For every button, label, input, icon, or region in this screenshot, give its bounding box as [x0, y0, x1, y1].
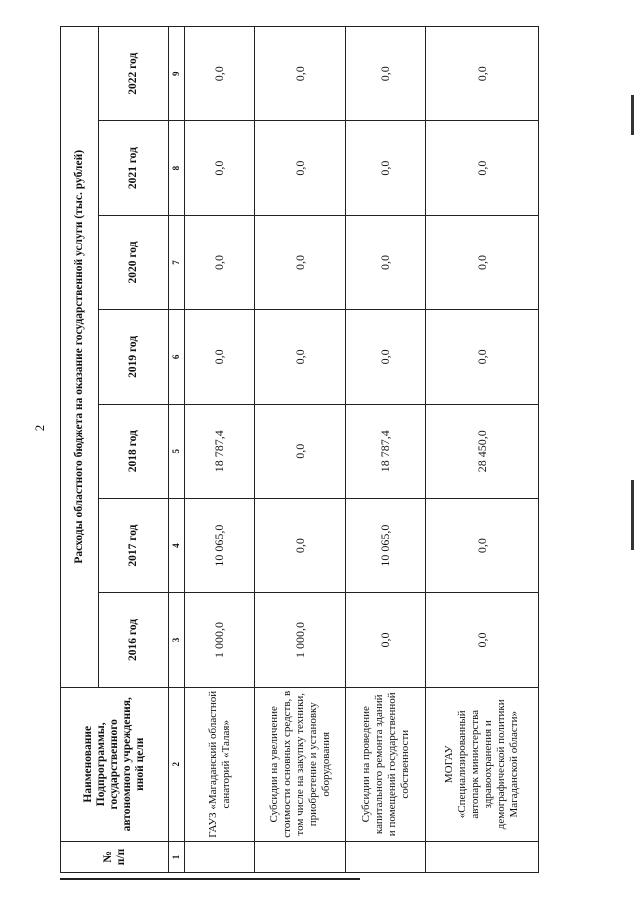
column-number: 5	[169, 404, 185, 498]
header-name: Наименование Подпрограммы, государственного автономного учреждения, иной цели	[61, 687, 169, 841]
row-value: 0,0	[426, 310, 539, 404]
header-expenses: Расходы областного бюджета на оказание государственной услуги (тыс. рублей)	[61, 27, 99, 688]
scan-artifact	[631, 480, 634, 550]
row-value: 28 450,0	[426, 404, 539, 498]
row-value: 18 787,4	[346, 404, 426, 498]
column-number: 8	[169, 121, 185, 215]
row-name: Субсидии на проведение капитального ремонта зданий и помещений государственной собственности	[346, 687, 426, 841]
row-value: 0,0	[255, 27, 346, 121]
table-row	[255, 27, 346, 873]
row-number	[426, 841, 539, 872]
header-number: № п/п	[61, 841, 169, 872]
row-value: 0,0	[255, 498, 346, 592]
scan-artifact	[631, 95, 634, 135]
row-value: 0,0	[346, 121, 426, 215]
column-numbers-row	[169, 27, 185, 873]
row-value: 1 000,0	[185, 593, 255, 687]
column-number: 9	[169, 27, 185, 121]
header-year: 2017 год	[99, 498, 169, 592]
row-value: 0,0	[426, 27, 539, 121]
header-year: 2021 год	[99, 121, 169, 215]
row-value: 10 065,0	[346, 498, 426, 592]
budget-table-container	[60, 26, 608, 873]
header-year: 2018 год	[99, 404, 169, 498]
row-value: 0,0	[185, 27, 255, 121]
header-year: 2019 год	[99, 310, 169, 404]
table-row	[346, 27, 426, 873]
row-value: 0,0	[426, 215, 539, 309]
column-number: 2	[169, 687, 185, 841]
row-value: 18 787,4	[185, 404, 255, 498]
row-number	[255, 841, 346, 872]
row-value: 0,0	[255, 121, 346, 215]
row-value: 0,0	[346, 215, 426, 309]
budget-table	[60, 26, 539, 873]
row-value: 1 000,0	[255, 593, 346, 687]
column-number: 3	[169, 593, 185, 687]
column-number: 7	[169, 215, 185, 309]
header-year: 2016 год	[99, 593, 169, 687]
row-value: 0,0	[255, 404, 346, 498]
page-number: 2	[32, 424, 47, 432]
row-name: Субсидии на увеличение стоимости основных средств, в том числе на закупку техники, приобретение и установку оборудования	[255, 687, 346, 841]
header-year: 2020 год	[99, 215, 169, 309]
row-name: МОГАУ «Специализированный автопарк министерства здравоохранения и демографической политики Магаданской области»	[426, 687, 539, 841]
column-number: 4	[169, 498, 185, 592]
row-value: 10 065,0	[185, 498, 255, 592]
row-value: 0,0	[346, 27, 426, 121]
table-row	[426, 27, 539, 873]
row-name: ГАУЗ «Магаданский областной санаторий «Талая»	[185, 687, 255, 841]
row-value: 0,0	[346, 593, 426, 687]
column-number: 6	[169, 310, 185, 404]
scan-border-line	[60, 878, 360, 880]
header-year: 2022 год	[99, 27, 169, 121]
column-number: 1	[169, 841, 185, 872]
row-value: 0,0	[185, 215, 255, 309]
row-value: 0,0	[426, 121, 539, 215]
row-value: 0,0	[426, 593, 539, 687]
row-number	[185, 841, 255, 872]
row-value: 0,0	[255, 215, 346, 309]
table-row	[185, 27, 255, 873]
row-value: 0,0	[255, 310, 346, 404]
row-value: 0,0	[346, 310, 426, 404]
row-number	[346, 841, 426, 872]
row-value: 0,0	[185, 121, 255, 215]
row-value: 0,0	[426, 498, 539, 592]
row-value: 0,0	[185, 310, 255, 404]
